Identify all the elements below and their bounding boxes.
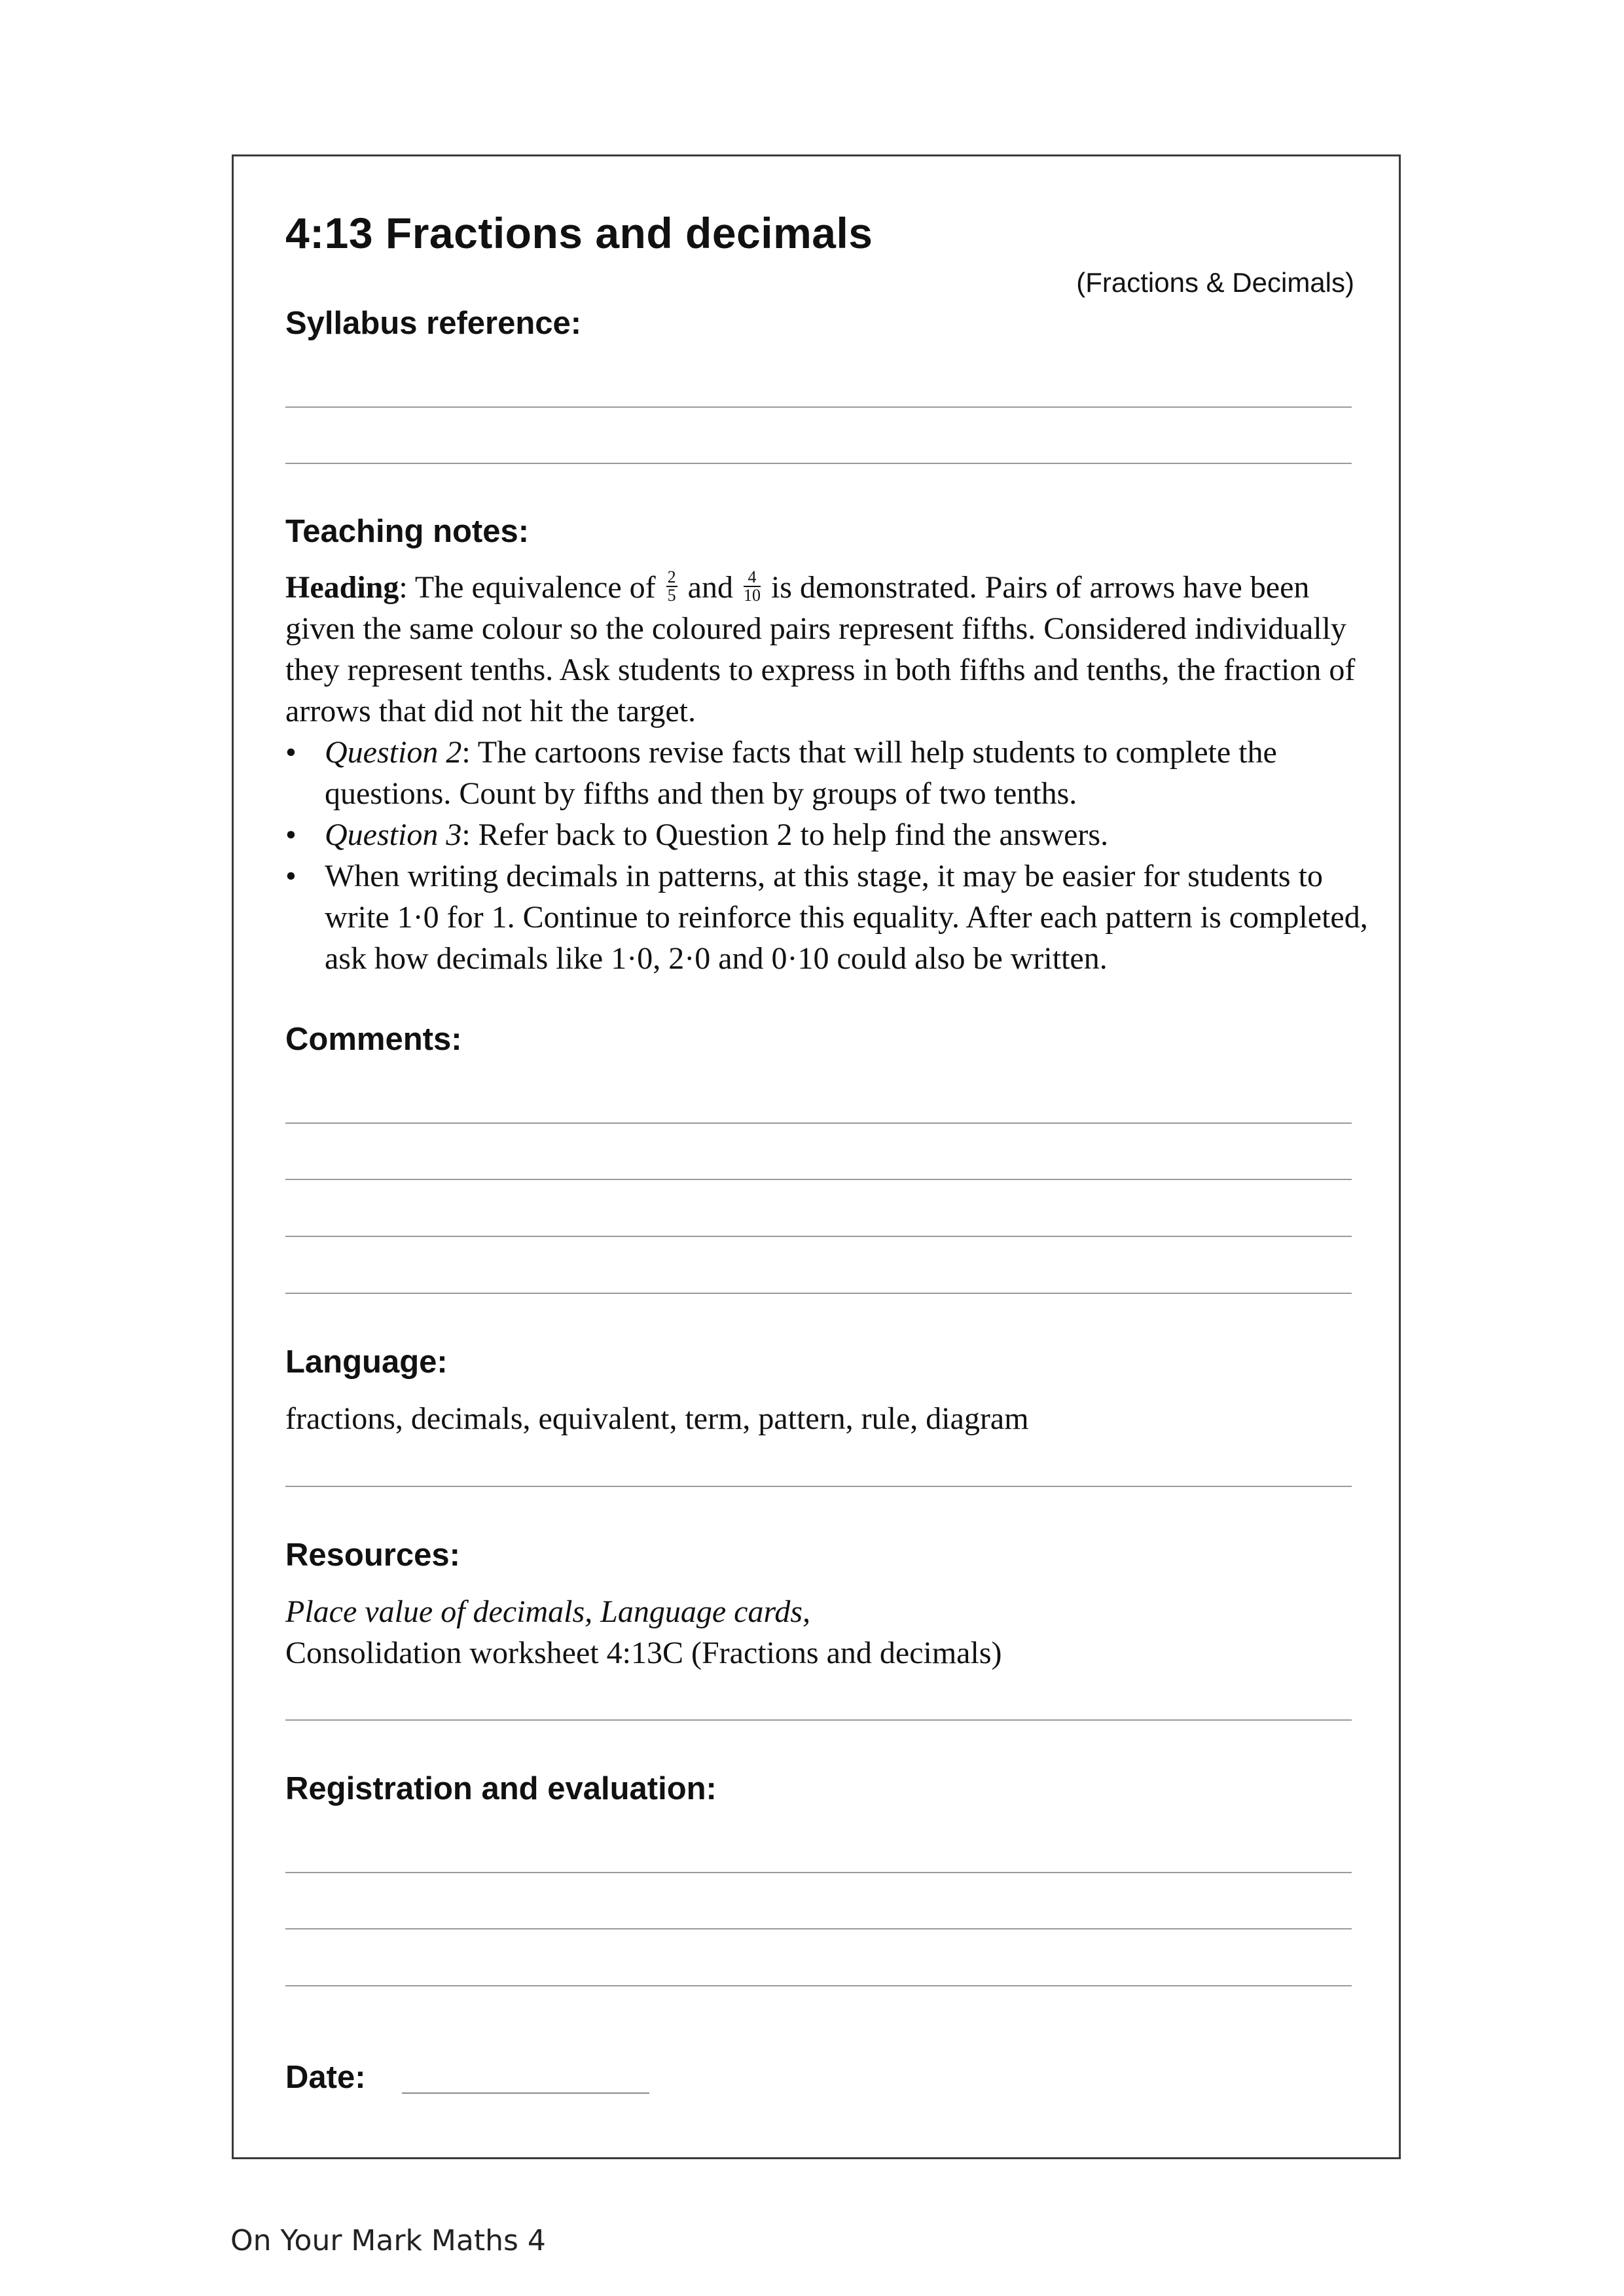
language-line[interactable]	[285, 1486, 1352, 1487]
comments-line[interactable]	[285, 1122, 1352, 1124]
fraction-four-tenths: $\frac{4}{10}$	[743, 567, 761, 605]
list-item	[285, 732, 1372, 814]
teaching-notes-heading: Teaching notes:	[285, 514, 530, 549]
syllabus-line[interactable]	[285, 463, 1352, 464]
footer-text: On Your Mark Maths 4	[230, 2224, 546, 2257]
resources-line-rule[interactable]	[285, 1719, 1352, 1721]
list-item-text: : Refer back to Question 2 to help find the answers.	[461, 817, 1109, 852]
resources-heading: Resources:	[285, 1537, 460, 1573]
resources-line: Consolidation worksheet 4:13C (Fractions and decimals)	[285, 1636, 1002, 1670]
question-label: Question 3	[325, 817, 462, 852]
bullet-icon: •	[285, 735, 297, 770]
heading-label: Heading	[285, 570, 399, 605]
date-label: Date:	[285, 2060, 366, 2095]
list-item-text: : The cartoons revise facts that will help students to complete the questions. Count by fifths and then by groups of two tenths.	[325, 735, 1277, 811]
resources-line: Place value of decimals, Language cards,	[285, 1594, 811, 1629]
page-title: 4:13 Fractions and decimals	[285, 209, 873, 257]
registration-line[interactable]	[285, 1872, 1352, 1873]
comments-line[interactable]	[285, 1179, 1352, 1180]
comments-heading: Comments:	[285, 1022, 462, 1057]
page-frame	[232, 154, 1401, 2159]
teaching-notes-paragraph	[285, 567, 1372, 732]
paragraph-text: is demonstrated. Pairs of arrows have been given the same colour so the coloured pairs represent fifths. Considered individually they represent tenths. Ask students to express in both fifths and tenths, the fraction of arrows that did not hit the target.	[285, 570, 1356, 728]
strand-label: (Fractions & Decimals)	[1076, 267, 1354, 298]
registration-line[interactable]	[285, 1985, 1352, 1986]
comments-line[interactable]	[285, 1236, 1352, 1237]
comments-line[interactable]	[285, 1293, 1352, 1294]
bullet-icon: •	[285, 859, 297, 893]
fraction-two-fifths: $\frac{2}{5}$	[667, 567, 676, 605]
list-item	[285, 814, 1372, 855]
language-heading: Language:	[285, 1344, 448, 1380]
registration-line[interactable]	[285, 1928, 1352, 1929]
list-item-text: When writing decimals in patterns, at this stage, it may be easier for students to write 1·0 for 1. Continue to reinforce this equality. After each pattern is completed, ask how decimals like 1·0, 2·0 and 0·10 could also be written.	[325, 859, 1368, 976]
bullet-icon: •	[285, 817, 297, 852]
teaching-notes-list	[285, 732, 1372, 979]
language-text: fractions, decimals, equivalent, term, pattern, rule, diagram	[285, 1401, 1029, 1436]
registration-heading: Registration and evaluation:	[285, 1771, 717, 1806]
paragraph-text: : The equivalence of	[399, 570, 664, 605]
question-label: Question 2	[325, 735, 462, 770]
resources-body	[285, 1591, 1372, 1674]
date-field[interactable]	[402, 2092, 649, 2094]
teaching-notes-body	[285, 567, 1372, 979]
syllabus-heading: Syllabus reference:	[285, 306, 582, 341]
list-item	[285, 855, 1372, 979]
syllabus-line[interactable]	[285, 406, 1352, 408]
paragraph-text: and	[679, 570, 741, 605]
